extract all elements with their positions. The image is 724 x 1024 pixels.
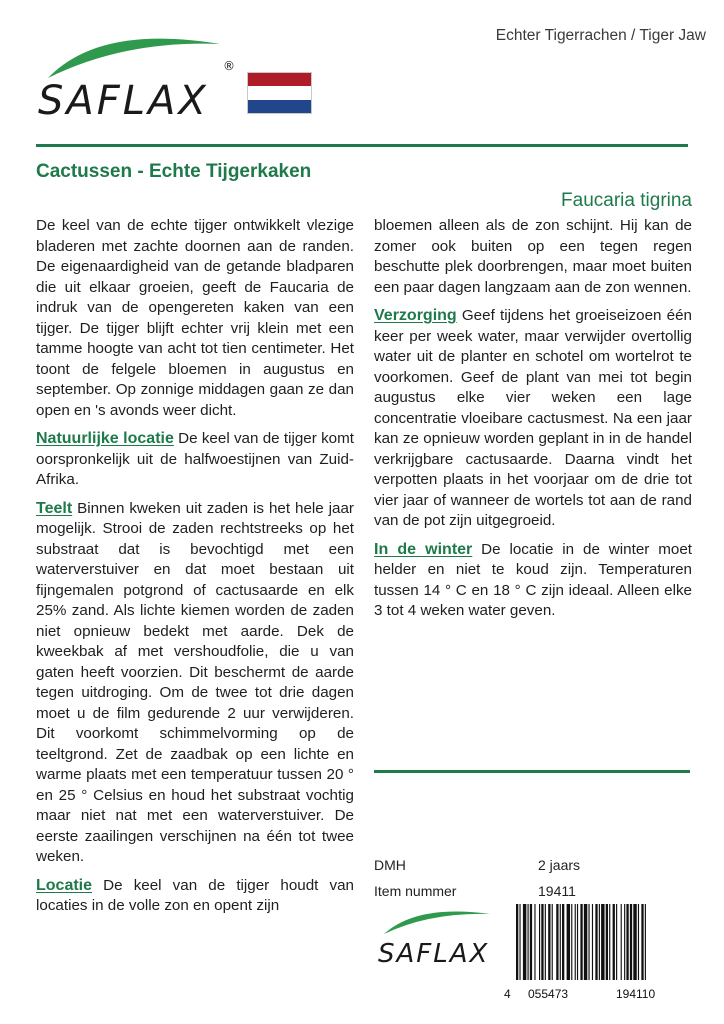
left-column [36, 216, 354, 925]
barcode-bar [592, 904, 593, 980]
barcode-bars [516, 904, 646, 992]
dutch-flag-icon [247, 72, 312, 114]
saflax-logo-small [372, 902, 498, 972]
barcode-bar [552, 904, 553, 980]
barcode-bar [567, 904, 570, 980]
section-natural-location [36, 429, 354, 491]
footer-divider [374, 770, 690, 773]
barcode-bar [530, 904, 532, 980]
section-text: Geef tijdens het groeiseizoen één keer per week water, maar verwijder overtollig water uit de planter en schotel om wortelrot te voorkomen. Geef de plant van mei tot begin augustus elke vier weken een lage concentratie vloeibare cactusmest. Na een jaar kan ze opnieuw worden geplant in in de handel verkrijgbare cactusaarde. Daarna vindt het verpotten plaats in het voorjaar om de drie tot vier jaar of wanneer de wortels tot aan de rand van de pot zijn uitgegroeid. [374, 307, 692, 529]
barcode-bar [584, 904, 587, 980]
barcode-left-digits: 055473 [528, 987, 569, 1001]
barcode-bar [638, 904, 639, 980]
barcode-first-digit: 4 [504, 987, 511, 1001]
section-heading: Natuurlijke locatie [36, 430, 174, 447]
saflax-logo [30, 26, 240, 126]
barcode-bar [539, 904, 540, 980]
barcode-bar [616, 904, 617, 980]
barcode-bar [545, 904, 546, 980]
section-winter [374, 540, 692, 622]
barcode-bar [613, 904, 615, 980]
svg-text:®: ® [223, 59, 235, 73]
section-heading: Teelt [36, 499, 73, 517]
right-column [374, 216, 692, 630]
barcode-bar [624, 904, 625, 980]
svg-text:SAFLAX: SAFLAX [38, 78, 209, 124]
barcode-bar [575, 904, 576, 980]
section-cultivation [36, 499, 354, 868]
barcode-bar [528, 904, 529, 980]
barcode-bar [645, 904, 646, 992]
barcode [504, 904, 704, 1004]
barcode-bar [633, 904, 636, 980]
dmh-label: DMH [374, 857, 406, 873]
logo-swoosh-icon [384, 912, 490, 935]
barcode-bar [609, 904, 610, 980]
barcode-bar [516, 904, 518, 992]
barcode-bar [588, 904, 589, 980]
barcode-right-digits: 194110 [616, 987, 656, 1001]
barcode-bar [626, 904, 628, 980]
item-number-label: Item nummer [374, 883, 457, 899]
section-heading: Verzorging [374, 307, 457, 324]
section-text: Binnen kweken uit zaden is het hele jaar mogelijk. Strooi de zaden rechtstreeks op het substraat dat is bevochtigd met een waterverstuiver en dat moet bestaan uit fijngemalen potgrond of cactusaarde en elk 25% zand. Als lichte kiemen worden de zaden niet opnieuw bedekt met aarde. Dek de kweekbak af met vershoudfolie, die u van gaten heeft voorzien. Dit beschermt de aarde tegen uitdroging. Om de twee tot drie dagen moet u de film gedurende 2 uur verwijderen. Dit voorkomt schimmelvorming op de teeltgrond. Zet de zaadbak op een lichte en warme plaats met een temperatuur tussen 20 ° en 25 ° Celsius en houd het substraat vochtig maar niet nat met een waterverstuiver. De eerste zaailingen verschijnen na één tot twee weken. [36, 499, 354, 865]
barcode-bar [577, 904, 578, 980]
barcode-bar [595, 904, 597, 980]
barcode-bar [630, 904, 632, 980]
barcode-bar [523, 904, 526, 980]
barcode-bar [571, 904, 572, 980]
product-title: Cactussen - Echte Tijgerkaken [36, 161, 312, 182]
header-title: Echter Tigerrachen / Tiger Jaw [495, 27, 706, 44]
item-number-value: 19411 [538, 883, 576, 899]
barcode-bar [580, 904, 582, 992]
barcode-bar [641, 904, 643, 980]
section-heading: In de winter [374, 540, 473, 558]
section-text: De keel van de tijger houdt van locaties in de volle zon en opent zijn [36, 876, 354, 914]
barcode-bar [601, 904, 604, 980]
continuation-paragraph: bloemen alleen als de zon schijnt. Hij kan de zomer ook buiten op een tegen regen beschutte plek doorbrengen, maar moet buiten een paar dagen langzaam aan de zon wennen. [374, 217, 692, 296]
barcode-bar [519, 904, 520, 992]
section-text: De keel van de tijger komt oorspronkelijk uit de halfwoestijnen van Zuid-Afrika. [36, 430, 354, 488]
barcode-bar [562, 904, 564, 980]
section-heading: Locatie [36, 876, 93, 894]
barcode-bar [541, 904, 543, 980]
barcode-bar [560, 904, 561, 980]
barcode-bar [621, 904, 622, 980]
intro-paragraph: De keel van de echte tijger ontwikkelt vlezige bladeren met zachte doornen aan de randen. De eigenaardigheid van de getande bladparen die uit elkaar groeien, geeft de Faucaria de indruk van de opengereten kaken van een tijger. De tijger blijft echter vrij klein met een tamme hoogte van acht tot tien centimeter. Het toont de felgele bloemen in augustus en september. Op zonnige middagen gaan ze dan open en 's avonds weer dicht. [36, 217, 354, 419]
section-care [374, 306, 692, 532]
dmh-value: 2 jaars [538, 857, 581, 873]
barcode-bar [599, 904, 600, 980]
section-location [36, 876, 354, 917]
barcode-bar [606, 904, 608, 980]
latin-name: Faucaria tigrina [561, 190, 692, 211]
barcode-bar [548, 904, 550, 980]
section-text: De locatie in de winter moet helder en niet te koud zijn. Temperaturen tussen 14 ° C en 18 ° C zijn ideaal. Alleen elke 3 tot 4 weken water geven. [374, 540, 692, 619]
barcode-bar [534, 904, 535, 980]
logo-swoosh-icon [48, 39, 220, 78]
svg-text:SAFLAX: SAFLAX [378, 939, 490, 969]
barcode-bar [556, 904, 558, 980]
header-divider [36, 144, 688, 147]
